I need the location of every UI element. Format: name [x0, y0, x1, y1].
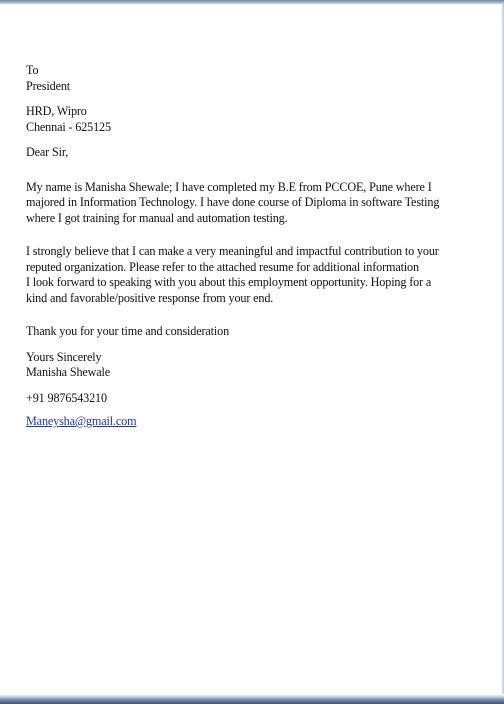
organization-line: HRD, Wipro: [26, 104, 87, 118]
salutation: Dear Sir,: [26, 145, 69, 159]
to-line: To: [26, 63, 39, 77]
window-top-border: [0, 0, 504, 4]
paragraph-introduction: [26, 180, 478, 227]
closing-line: Yours Sincerely: [26, 349, 102, 364]
paragraph-line: I strongly believe that I can make a very meaningful and impactful contribution to your: [26, 244, 439, 258]
city-line: Chennai - 625125: [26, 119, 111, 134]
thanks-line: Thank you for your time and consideration: [26, 324, 230, 338]
paragraph-contribution: [26, 244, 478, 306]
letter-document: [26, 63, 478, 430]
paragraph-line: I look forward to speaking with you about this employment opportunity. Hoping for a: [26, 275, 432, 289]
paragraph-line: reputed organization. Please refer to the attached resume for additional information: [26, 259, 419, 274]
paragraph-line: kind and favorable/positive response from your end.: [26, 290, 274, 305]
window-bottom-border: [0, 694, 504, 704]
paragraph-line: where I got training for manual and automation testing.: [26, 210, 288, 225]
paragraph-line: majored in Information Technology. I have done course of Diploma in software Testing: [26, 195, 440, 209]
signature-name: Manisha Shewale: [26, 365, 111, 379]
recipient-title: President: [26, 78, 71, 93]
phone-number: +91 9876543210: [26, 390, 107, 405]
paragraph-line: My name is Manisha Shewale; I have completed my B.E from PCCOE, Pune where I: [26, 179, 432, 194]
email-link[interactable]: Maneysha@gmail.com: [26, 414, 137, 428]
